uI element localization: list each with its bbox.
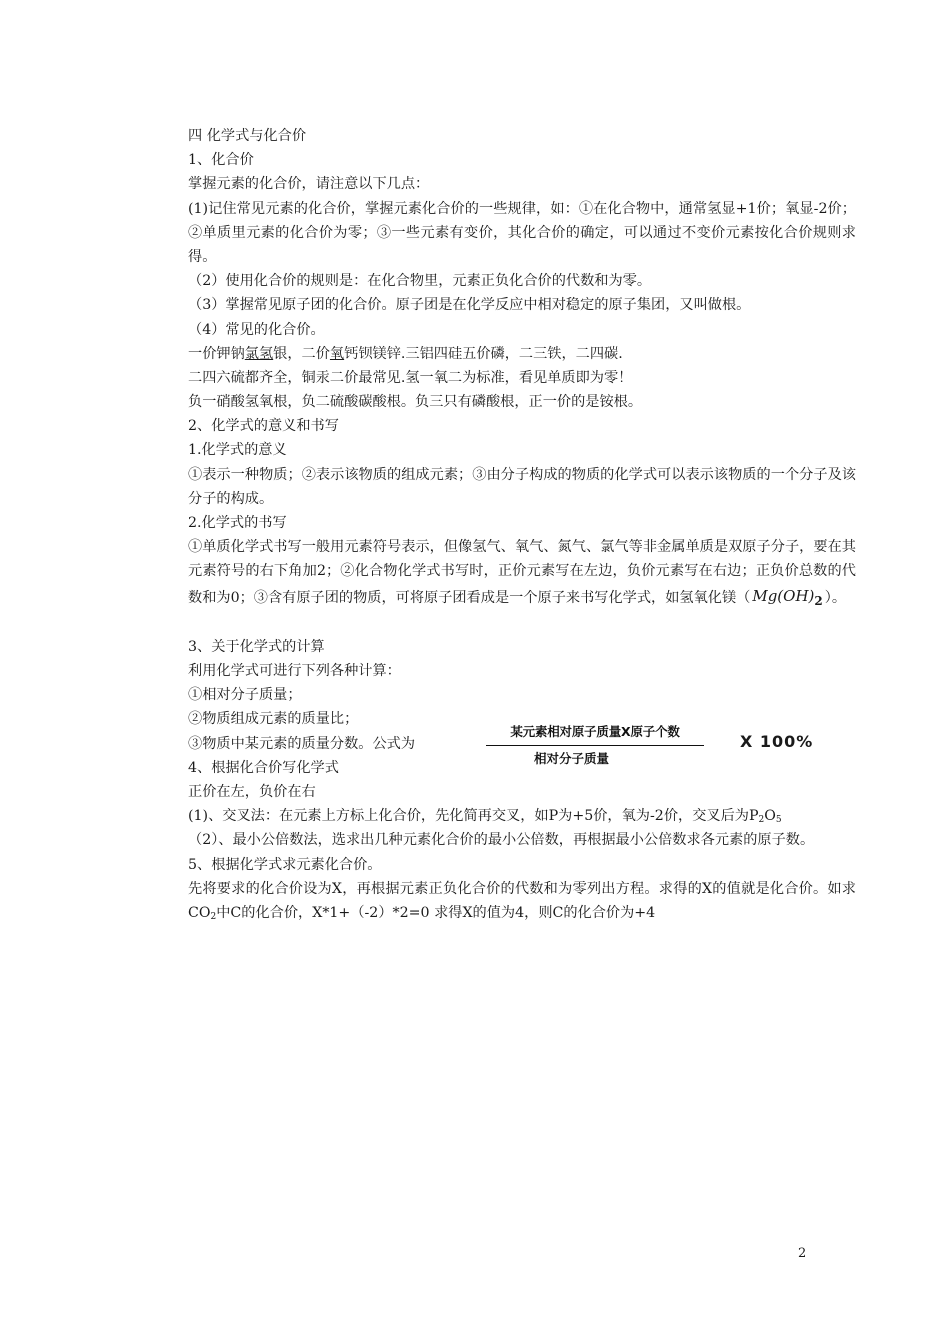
spacer — [188, 613, 856, 635]
underlined-text: 氯氢 — [244, 345, 274, 362]
subheading-calculation: 3、关于化学式的计算 — [188, 638, 325, 655]
mnemonic-line: 一价钾钠氯氢银，二价氧钙钡镁锌.三铝四硅五价磷，二三铁，二四碳. — [188, 345, 623, 362]
paragraph: （3）掌握常见原子团的化合价。原子团是在化学反应中相对稳定的原子集团，又叫做根。 — [188, 297, 751, 314]
formula-image: $Mg(OH)_2$ — [752, 586, 823, 608]
list-item: ②物质组成元素的质量比； — [188, 711, 359, 728]
list-item: ①相对分子质量； — [188, 687, 302, 704]
formula-multiplier: X 100% — [740, 731, 814, 751]
subheading: 5、根据化学式求元素化合价。 — [188, 856, 382, 873]
page-number: 2 — [798, 1246, 807, 1261]
underlined-text: 氧 — [329, 345, 345, 362]
mnemonic-line: 负一硝酸氢氧根，负二硫酸碳酸根。负三只有磷酸根，正一价的是铵根。 — [188, 394, 643, 411]
paragraph: (1)、交叉法：在元素上方标上化合价，先化简再交叉，如P为+5价，氧为-2价，交叉后为$P_2O_5$ — [188, 808, 782, 826]
paragraph: （4）常见的化合价。 — [188, 321, 325, 338]
subheading-valence: 1、化合价 — [188, 152, 254, 169]
formula-denominator: 相对分子质量 — [534, 750, 610, 766]
paragraph: （2）、最小公倍数法，选求出几种元素化合价的最小公倍数，再根据最小公倍数求各元素的原子数。 — [188, 832, 815, 849]
paragraph: 利用化学式可进行下列各种计算： — [188, 663, 401, 680]
paragraph: 先将要求的化合价设为X，再根据元素正负化合价的代数和为零列出方程。求得的X的值就是化合价。如求$CO_2$中C的化合价，X*1+（-2）*2=0 求得X的值为4，则C的化合价为+4 — [188, 880, 856, 922]
formula-numerator: 某元素相对原子质量X原子个数 — [486, 720, 704, 746]
subheading: 1.化学式的意义 — [188, 442, 287, 459]
subheading-formula: 2、化学式的意义和书写 — [188, 418, 339, 435]
section-heading: 四 化学式与化合价 — [188, 128, 307, 144]
paragraph: ①表示一种物质；②表示该物质的组成元素；③由分子构成的物质的化学式可以表示该物质的一个分子及该分子的构成。 — [188, 466, 856, 507]
paragraph: 掌握元素的化合价，请注意以下几点： — [188, 176, 430, 193]
list-item: ③物质中某元素的质量分数。公式为 某元素相对原子质量X原子个数 相对分子质量 X 100% — [188, 732, 856, 756]
mass-fraction-formula — [486, 720, 704, 771]
mnemonic-line: 二四六硫都齐全，铜汞二价最常见.氢一氧二为标准，看见单质即为零！ — [188, 369, 633, 386]
subheading: 4、根据化合价写化学式 — [188, 759, 339, 776]
paragraph: (1)记住常见元素的化合价，掌握元素化合价的一些规律，如：①在化合物中，通常氢显+1价；氧显-2价；②单质里元素的化合价为零；③一些元素有变价，其化合价的确定，可以通过不变价元素按化合价规则求得。 — [188, 200, 856, 265]
subheading: 2.化学式的书写 — [188, 515, 287, 532]
paragraph: （2）使用化合价的规则是：在化合物里，元素正负化合价的代数和为零。 — [188, 273, 652, 290]
document-body — [188, 124, 856, 925]
paragraph: 正价在左，负价在右 — [188, 784, 316, 800]
paragraph: ①单质化学式书写一般用元素符号表示，但像氢气、氧气、氮气、氯气等非金属单质是双原子分子，要在其元素符号的右下角加2；②化合物化学式书写时，正价元素写在左边，负价元素写在右边；正负价总数的代数和为0；③含有原子团的物质，可将原子团看成是一个原子来书写化学式，如氢氧化镁（ $Mg(OH)_2$ ）。 — [188, 535, 856, 613]
